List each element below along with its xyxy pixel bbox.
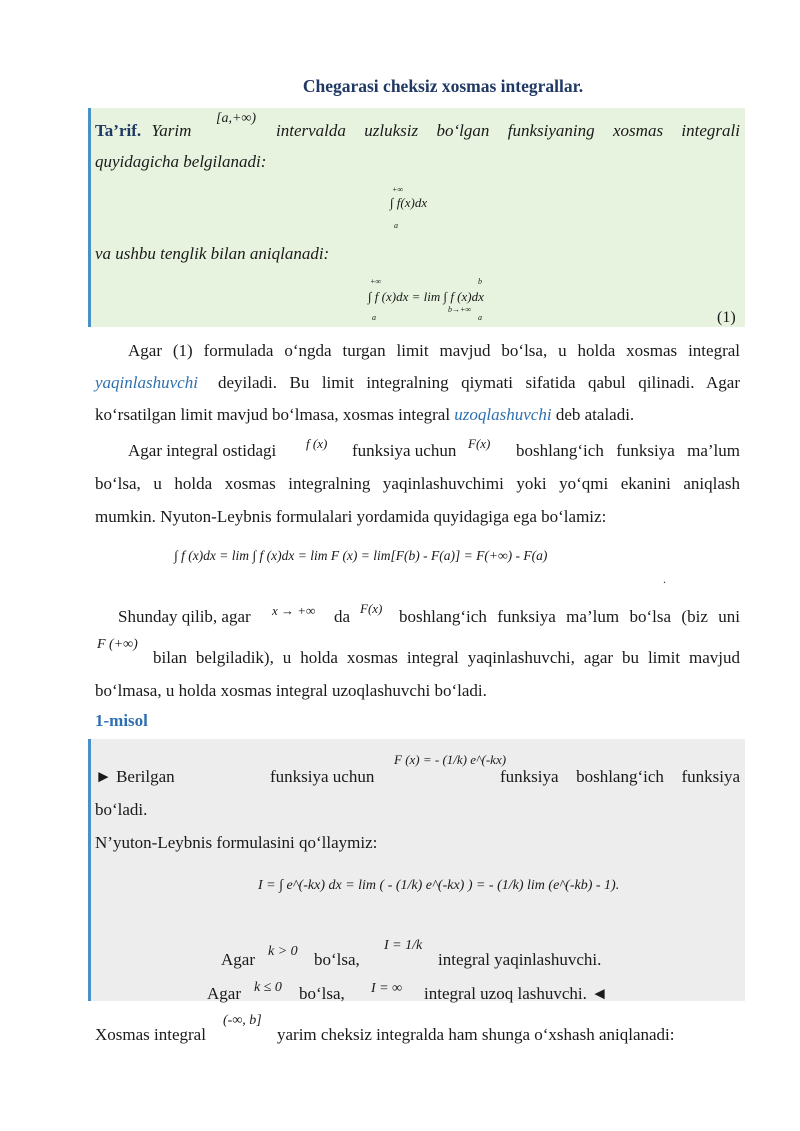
F-of-x-2: F(x) (360, 601, 383, 616)
equation-number: (1) (717, 309, 736, 326)
para1-line-3-b: deb ataladi. (555, 405, 635, 424)
case2-agar: Agar (207, 984, 241, 1003)
F-of-infinity: F (+∞) (97, 637, 138, 652)
example-line-1-a: ► Berilgan (95, 767, 175, 786)
para3-line-1-a: Shunday qilib, agar (118, 607, 251, 626)
definition-line-2: quyidagicha belgilanadi: (95, 152, 267, 171)
definition-line-3: va ushbu tenglik bilan aniqlanadi: (95, 244, 330, 263)
F-of-x: F(x) (468, 436, 491, 451)
upper-limit-2: b (478, 277, 482, 286)
lower-limit-2: a (478, 313, 482, 322)
para2-line-1-b: funksiya uchun (352, 441, 457, 460)
para2-line-2: bo‘lsa, u holda xosmas integralning yaqinlashuvchimi yoki yo‘qmi ekanini aniqlash (95, 474, 740, 493)
upper-limit: +∞ (392, 185, 404, 194)
term-convergent: yaqinlashuvchi (95, 373, 198, 392)
limit-subscript: b→+∞ (448, 305, 472, 314)
upper-limit-1: +∞ (370, 277, 382, 286)
case2-conclusion: integral uzoq lashuvchi. ◄ (424, 984, 608, 1003)
case1-bolsa: bo‘lsa, (314, 950, 360, 969)
interval-a-inf: [a,+∞) (216, 111, 257, 126)
case2-bolsa: bo‘lsa, (299, 984, 345, 1003)
example-formula: I = ∫ e^(-kx) dx = lim ( - (1/k) e^(-kx) ) = - (1/k) lim (e^(-kb) - 1). (258, 878, 620, 893)
definition-text-b: intervalda uzluksiz bo‘lgan funksiyaning xosmas integrali (276, 121, 740, 140)
term-divergent: uzoqlashuvchi (454, 405, 552, 424)
para1-line-3-a: ko‘rsatilgan limit mavjud bo‘lmasa, xosmas integral (95, 405, 451, 424)
final-line-a: Xosmas integral (95, 1025, 206, 1044)
lower-limit: a (394, 221, 398, 230)
formula-end-dot: . (663, 572, 666, 586)
case2-result: I = ∞ (371, 981, 403, 996)
para2-line-1-c: boshlang‘ich funksiya ma’lum (516, 441, 740, 460)
example-line-3: N’yuton-Leybnis formulasini qo‘llaymiz: (95, 833, 378, 852)
newton-leibniz-formula: ∫ f (x)dx = lim ∫ f (x)dx = lim F (x) = lim[F(b) - F(a)] = F(+∞) - F(a) (174, 548, 548, 563)
lower-limit-1: a (372, 313, 376, 322)
para1-line-2-rest: deyiladi. Bu limit integralning qiymati sifatida qabul qilinadi. Agar (218, 373, 740, 392)
example-heading: 1-misol (95, 711, 148, 730)
definition-label: Ta’rif. (95, 121, 142, 140)
para1-line-3 (95, 405, 634, 425)
antiderivative-definition: F (x) = - (1/k) e^(-kx) (394, 752, 507, 767)
case1-result: I = 1/k (384, 938, 423, 953)
definition-equation: ∫ f (x)dx = lim ∫ f (x)dx (368, 289, 484, 304)
case1-conclusion: integral yaqinlashuvchi. (438, 950, 602, 969)
integral-expression: ∫ f(x)dx (390, 195, 428, 210)
para2-line-3: mumkin. Nyuton-Leybnis formulalari yordamida quyidagiga ega bo‘lamiz: (95, 507, 607, 526)
definition-text-a: Yarim (151, 121, 192, 140)
para3-line-2: bilan belgiladik), u holda xosmas integral yaqinlashuvchi, agar bu limit mavjud (153, 648, 740, 667)
para3-line-3: bo‘lmasa, u holda xosmas integral uzoqlashuvchi bo‘ladi. (95, 681, 487, 700)
para2-line-1-a: Agar integral ostidagi (128, 441, 277, 460)
case1-condition: k > 0 (268, 944, 298, 959)
case2-condition: k ≤ 0 (254, 980, 282, 995)
example-line-1-b: funksiya uchun (270, 767, 375, 786)
interval-minus-inf-b: (-∞, b] (223, 1013, 262, 1028)
f-of-x: f (x) (306, 436, 328, 451)
final-line-b: yarim cheksiz integralda ham shunga o‘xshash aniqlanadi: (277, 1025, 675, 1044)
para3-line-1-c: boshlang‘ich funksiya ma’lum bo‘lsa (biz uni (399, 607, 740, 626)
x-to-infinity: x → +∞ (272, 603, 316, 618)
formula-definition (368, 275, 568, 323)
para3-line-1-b: da (334, 607, 351, 626)
formula-integral-notation (390, 183, 470, 233)
case1-agar: Agar (221, 950, 255, 969)
para1-line-1: Agar (1) formulada o‘ngda turgan limit mavjud bo‘lsa, u holda xosmas integral (128, 341, 740, 360)
example-line-1-c: funksiya boshlang‘ich funksiya (500, 767, 740, 786)
example-line-2: bo‘ladi. (95, 800, 148, 819)
page-title: Chegarasi cheksiz xosmas integrallar. (302, 76, 584, 96)
